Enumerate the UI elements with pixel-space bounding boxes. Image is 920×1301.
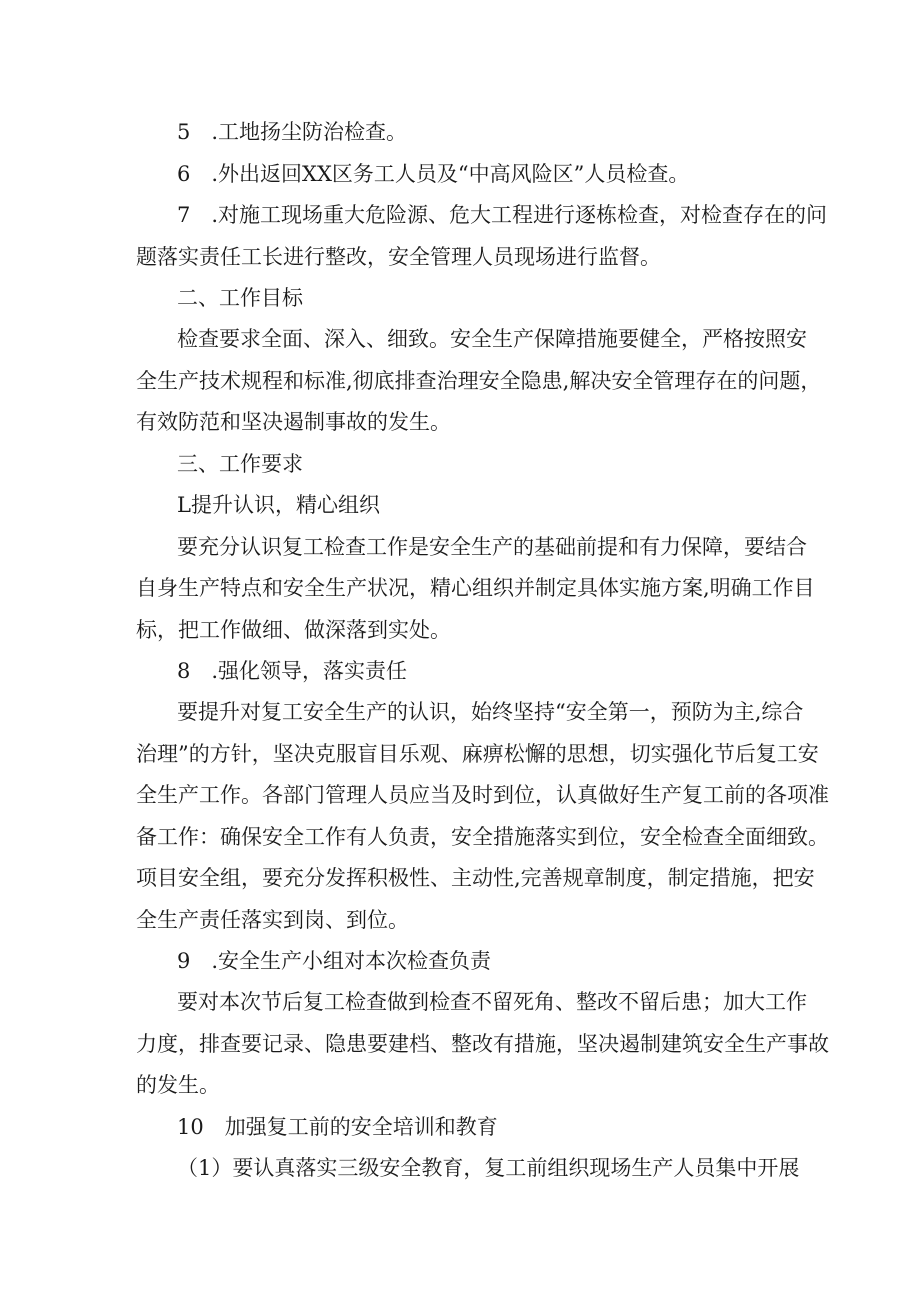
paragraph-goals-line-1: 检查要求全面、深入、细致。安全生产保障措施要健全，严格按照安	[177, 327, 807, 351]
list-item-7-line-2: 题落实责任工长进行整改，安全管理人员现场进行监督。	[136, 245, 661, 269]
subheading-training: 10 加强复工前的安全培训和教育	[177, 1115, 498, 1139]
section-heading-requirements: 三、工作要求	[177, 452, 303, 476]
paragraph-leadership-line-2: 治理”的方针，坚决克服盲目乐观、麻痹松懈的思想，切实强化节后复工安	[136, 742, 819, 766]
paragraph-awareness-line-1: 要充分认识复工检查工作是安全生产的基础前提和有力保障，要结合	[177, 535, 807, 559]
paragraph-leadership-line-5: 项目安全组，要充分发挥积极性、主动性,完善规章制度，制定措施，把安	[136, 866, 815, 890]
list-item-6: 6 .外出返回XX区务工人员及“中高风险区”人员检查。	[177, 162, 690, 186]
paragraph-goals-line-2: 全生产技术规程和标准,彻底排查治理安全隐患,解决安全管理存在的问题，	[136, 369, 822, 393]
paragraph-goals-line-3: 有效防范和坚决遏制事故的发生。	[136, 410, 451, 434]
list-item-5: 5 .工地扬尘防治检查。	[177, 120, 408, 144]
paragraph-safety-group-line-1: 要对本次节后复工检查做到检查不留死角、整改不留后患；加大工作	[177, 990, 807, 1014]
paragraph-leadership-line-3: 全生产工作。各部门管理人员应当及时到位，认真做好生产复工前的各项准	[136, 783, 829, 807]
subheading-awareness: L提升认识，精心组织	[177, 493, 380, 517]
list-item-7-line-1: 7 .对施工现场重大危险源、危大工程进行逐栋检查，对检查存在的问	[177, 203, 828, 227]
subheading-safety-group: 9 .安全生产小组对本次检查负责	[177, 949, 492, 973]
paragraph-safety-group-line-2: 力度，排查要记录、隐患要建档、整改有措施，坚决遏制建筑安全生产事故	[136, 1032, 829, 1056]
paragraph-awareness-line-3: 标，把工作做细、做深落到实处。	[136, 618, 451, 642]
paragraph-leadership-line-1: 要提升对复工安全生产的认识，始终坚持“安全第一，预防为主,综合	[177, 700, 804, 724]
paragraph-leadership-line-6: 全生产责任落实到岗、到位。	[136, 908, 409, 932]
subheading-leadership: 8 .强化领导，落实责任	[177, 659, 408, 683]
paragraph-training-line-1: （1）要认真落实三级安全教育，复工前组织现场生产人员集中开展	[177, 1156, 800, 1180]
paragraph-safety-group-line-3: 的发生。	[136, 1073, 220, 1097]
paragraph-awareness-line-2: 自身生产特点和安全生产状况，精心组织并制定具体实施方案,明确工作目	[136, 576, 815, 600]
paragraph-leadership-line-4: 备工作：确保安全工作有人负责，安全措施落实到位，安全检查全面细致。	[136, 825, 829, 849]
section-heading-goals: 二、工作目标	[177, 286, 303, 310]
